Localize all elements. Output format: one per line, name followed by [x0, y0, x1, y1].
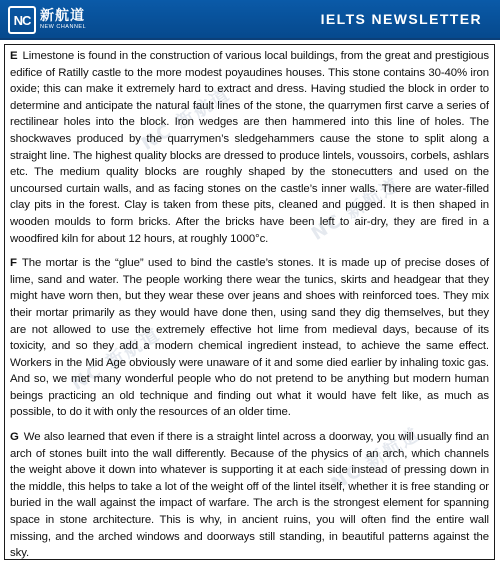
paragraph-text: We also learned that even if there is a straight lintel across a doorway, you will usually find an arch of stones built into the wall differently. Because of the physics of an arch, which channels the weight above it down into whatever is supporting it at each side instead of pressing down in the middle, this helps to take a lot of the weight off of the lintel itself, whether it is free standing or buried in the wall against the impact of warfare. The arch is the strongest element for spanning space in stone architecture. This is why, in ancient ruins, you will often find the entire wall missing, and the arched windows and doorways still standing, in beautiful patterns against the sky.	[10, 431, 489, 560]
newsletter-header	[0, 0, 500, 40]
logo-english-name: NEW CHANNEL	[40, 24, 87, 31]
logo-mark-icon: NC	[8, 6, 36, 34]
watermark-logo-icon: NC 新航道	[307, 173, 405, 245]
paragraph-e	[10, 48, 489, 247]
paragraph-letter: E	[10, 50, 18, 62]
watermark-logo-icon: NC 新航道	[137, 83, 235, 155]
watermark-logo-icon: NC 新航道	[327, 423, 425, 495]
logo-text	[40, 9, 86, 31]
watermark-logo-icon: NC 新航道	[67, 323, 165, 395]
newsletter-title: IELTS NEWSLETTER	[320, 11, 482, 27]
logo-chinese-name: 新航道	[40, 8, 85, 25]
paragraph-text: The mortar is the “glue” used to bind the castle’s stones. It is made up of precise doses of lime, sand and water. The people working there wear the tunics, skirts and headgear that they might have worn then, but they wear these over jeans and shoes with reinforced toes. They mix their mortar primarily as they would have done then, using sand they dig themselves, but they are not allowed to use the extremely effective hot lime from medieval days, because of its toxicity, and so they add a modern chemical ingredient instead, to achieve the same effect. Workers in the Mid Age obviously were unaware of it and some died earlier by inhaling toxic gas. And so, we met many wonderful people who do not pretend to be anything but modern human beings practicing an old technique and finding out what it would have felt like, as much as possible, to do it with only the resources of an older time.	[10, 257, 489, 419]
paragraph-text: Limestone is found in the construction of various local buildings, from the great and prestigious edifice of Ratilly castle to the more modest poyaudines houses. This stone contains 30-40% iron oxide; this can make it extremely hard to extract and dress. Having studied the block in order to determine and anticipate the natural fault lines of the stone, the quarrymen first carve a series of rectilinear holes into the block. Iron wedges are then hammered into this line of holes. The shockwaves produced by the quarrymen’s sledgehammers cause the stone to split along a straight line. The highest quality blocks are dressed to produce lintels, voussoirs, corbels, ashlars etc. The medium quality blocks are roughly shaped by the stonecutters and used on the uncoursed curtain walls, and as facing stones on the castle’s inner walls. There are water-filled clay pits in the forest. Clay is taken from these pits, cleaned and pugged. It is then shaped in wooden moulds to form bricks. After the bricks have been left to air-dry, they are fired in a woodfired kiln for about 12 hours, at roughly 1000°c.	[10, 50, 489, 245]
paragraph-letter: F	[10, 257, 17, 270]
paragraph-g	[10, 429, 489, 560]
paragraph-letter: G	[10, 431, 19, 444]
paragraph-f	[10, 255, 489, 421]
article-panel	[4, 44, 495, 560]
new-channel-logo	[8, 5, 86, 35]
